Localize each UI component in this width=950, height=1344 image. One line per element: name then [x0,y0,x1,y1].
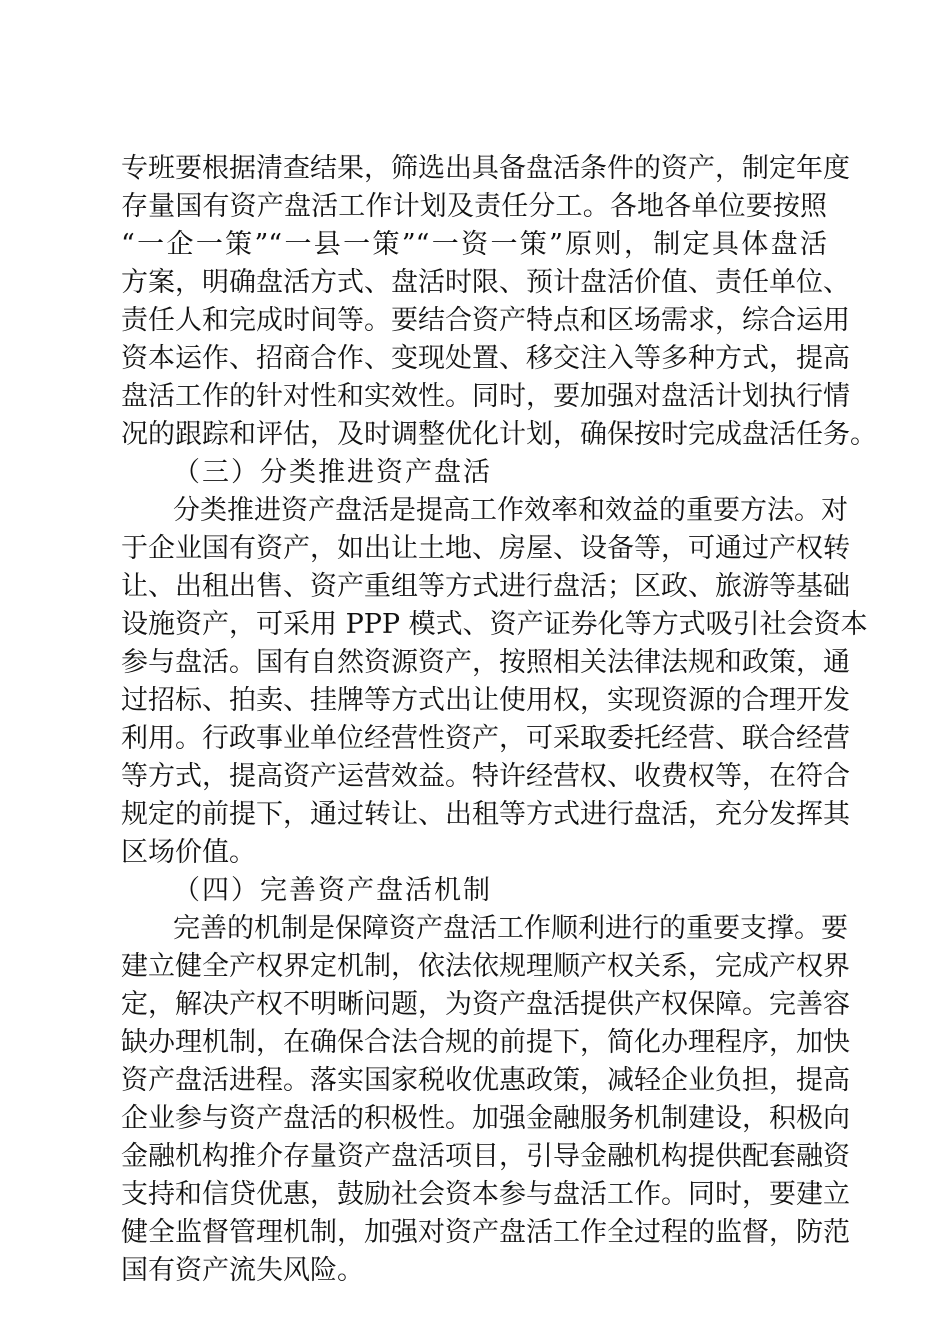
paragraph-line: 参与盘活。国有自然资源资产，按照相关法律法规和政策，通 [121,647,850,678]
paragraph-line: 金融机构推介存量资产盘活项目，引导金融机构提供配套融资 [121,1141,850,1172]
paragraph-line: 分类推进资产盘活是提高工作效率和效益的重要方法。对 [173,495,848,526]
paragraph-line: 况的跟踪和评估，及时调整优化计划，确保按时完成盘活任务。 [121,419,877,450]
paragraph-line: “一企一策”“一县一策”“一资一策”原则，制定具体盘活 [121,229,827,260]
paragraph-line: 方案，明确盘活方式、盘活时限、预计盘活价值、责任单位、 [121,267,850,298]
paragraph-line: 国有资产流失风险。 [121,1255,364,1286]
paragraph-line: 完善的机制是保障资产盘活工作顺利进行的重要支撑。要 [173,913,848,944]
paragraph-line: 让、出租出售、资产重组等方式进行盘活；区政、旅游等基础 [121,571,850,602]
section-heading: （三）分类推进资产盘活 [173,457,492,488]
paragraph-line: 定，解决产权不明晰问题，为资产盘活提供产权保障。完善容 [121,989,850,1020]
paragraph-line: 区场价值。 [121,837,256,868]
paragraph-line: 利用。行政事业单位经营性资产，可采取委托经营、联合经营 [121,723,850,754]
paragraph-line: 支持和信贷优惠，鼓励社会资本参与盘活工作。同时，要建立 [121,1179,850,1210]
paragraph-line: 设施资产，可采用 PPP 模式、资产证券化等方式吸引社会资本 [121,609,868,640]
paragraph-line: 盘活工作的针对性和实效性。同时，要加强对盘活计划执行情 [121,381,850,412]
paragraph-line: 缺办理机制，在确保合法合规的前提下，简化办理程序，加快 [121,1027,850,1058]
paragraph-line: 责任人和完成时间等。要结合资产特点和区场需求，综合运用 [121,305,850,336]
paragraph-line: 于企业国有资产，如出让土地、房屋、设备等，可通过产权转 [121,533,850,564]
paragraph-line: 等方式，提高资产运营效益。特许经营权、收费权等，在符合 [121,761,850,792]
paragraph-line: 资产盘活进程。落实国家税收优惠政策，减轻企业负担，提高 [121,1065,850,1096]
paragraph-line: 过招标、拍卖、挂牌等方式出让使用权，实现资源的合理开发 [121,685,850,716]
paragraph-line: 资本运作、招商合作、变现处置、移交注入等多种方式，提高 [121,343,850,374]
paragraph-line: 规定的前提下，通过转让、出租等方式进行盘活，充分发挥其 [121,799,850,830]
paragraph-line: 专班要根据清查结果，筛选出具备盘活条件的资产，制定年度 [121,153,850,184]
paragraph-line: 建立健全产权界定机制，依法依规理顺产权关系，完成产权界 [121,951,850,982]
paragraph-line: 健全监督管理机制，加强对资产盘活工作全过程的监督，防范 [121,1217,850,1248]
section-heading: （四）完善资产盘活机制 [173,875,492,906]
paragraph-line: 存量国有资产盘活工作计划及责任分工。各地各单位要按照 [121,191,827,222]
paragraph-line: 企业参与资产盘活的积极性。加强金融服务机制建设，积极向 [121,1103,850,1134]
